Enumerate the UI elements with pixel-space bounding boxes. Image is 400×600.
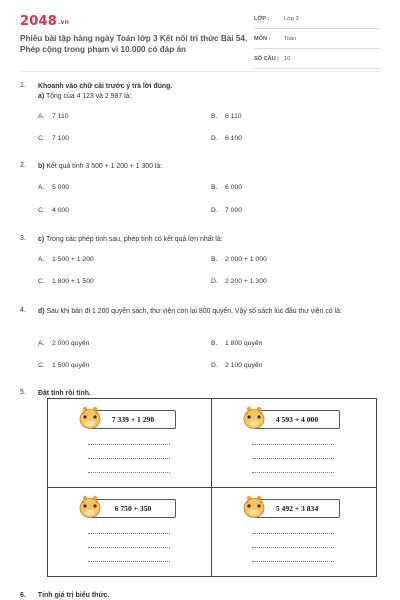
header-divider xyxy=(20,71,380,72)
calculation-grid xyxy=(47,398,377,577)
answer-line[interactable] xyxy=(252,546,334,548)
option-c[interactable] xyxy=(38,362,89,369)
expression-box: 4 593 + 4 000 xyxy=(254,410,340,429)
option-text: 2 200 + 1 300 xyxy=(225,278,267,285)
answer-line[interactable] xyxy=(88,471,170,473)
option-d[interactable] xyxy=(211,278,267,285)
option-text: 7 100 xyxy=(52,135,70,142)
option-a[interactable] xyxy=(38,113,69,120)
expression-box: 7 339 + 1 290 xyxy=(90,410,176,429)
option-b[interactable] xyxy=(211,113,242,120)
meta-info xyxy=(254,14,380,74)
option-a[interactable] xyxy=(38,184,69,191)
option-letter: A. xyxy=(38,184,45,191)
question-number: 3. xyxy=(20,235,26,242)
answer-line[interactable] xyxy=(88,443,170,445)
meta-label: SỐ CÂU : xyxy=(254,56,280,62)
option-letter: A. xyxy=(38,340,45,347)
option-text: 2 100 quyển xyxy=(225,362,263,369)
option-d[interactable] xyxy=(211,135,242,142)
option-letter: D. xyxy=(211,135,218,142)
calc-cell xyxy=(48,399,211,487)
question-text xyxy=(38,235,378,245)
option-letter: C. xyxy=(38,207,45,214)
question-title: Khoanh vào chữ cái trước ý trả lời đúng. xyxy=(38,83,173,90)
answer-line[interactable] xyxy=(88,532,170,534)
option-text: 2 000 quyển xyxy=(52,340,90,347)
option-b[interactable] xyxy=(211,256,267,263)
giraffe-icon xyxy=(240,494,268,520)
question-number: 2. xyxy=(20,162,26,169)
option-d[interactable] xyxy=(211,207,242,214)
option-letter: A. xyxy=(38,113,45,120)
option-letter: B. xyxy=(211,184,218,191)
answer-line[interactable] xyxy=(88,546,170,548)
question-6 xyxy=(20,592,109,599)
answer-line[interactable] xyxy=(252,471,334,473)
meta-label: MÔN : xyxy=(254,36,271,42)
question-number: 4. xyxy=(20,307,26,314)
answer-line[interactable] xyxy=(88,457,170,459)
option-text: 2 000 + 1 000 xyxy=(225,256,267,263)
sub-label: a) xyxy=(38,93,45,100)
option-letter: D. xyxy=(211,278,218,285)
sub-label: d) xyxy=(38,308,45,315)
calc-cell xyxy=(48,488,211,576)
calc-cell xyxy=(212,399,375,487)
meta-value: Lớp 3 xyxy=(284,16,299,22)
option-letter: B. xyxy=(211,340,218,347)
option-letter: B. xyxy=(211,256,218,263)
sub-text: Sau khi bán đi 1 200 quyển sách, thư viện còn lại 800 quyển. Vậy số sách lúc đầu thư viện có là: xyxy=(46,308,342,315)
sub-label: c) xyxy=(38,236,45,243)
meta-value: 10 xyxy=(284,56,291,62)
question-text xyxy=(38,307,378,317)
option-letter: C. xyxy=(38,135,45,142)
option-b[interactable] xyxy=(211,184,242,191)
worksheet-title xyxy=(20,33,255,55)
title-line-1: Phiếu bài tập hàng ngày Toán lớp 3 Kết nối tri thức Bài 54. xyxy=(20,34,248,43)
answer-line[interactable] xyxy=(252,443,334,445)
option-text: 1 800 quyển xyxy=(225,340,263,347)
option-c[interactable] xyxy=(38,278,94,285)
sub-label: b) xyxy=(38,163,45,170)
option-text: 5 000 xyxy=(52,184,70,191)
option-c[interactable] xyxy=(38,207,69,214)
option-letter: C. xyxy=(38,278,45,285)
option-letter: C. xyxy=(38,362,45,369)
option-letter: B. xyxy=(211,113,218,120)
answer-line[interactable] xyxy=(88,560,170,562)
giraffe-icon xyxy=(76,405,104,431)
question-title: Đặt tính rồi tính. xyxy=(38,390,91,397)
meta-value: Toán xyxy=(284,36,297,42)
option-letter: D. xyxy=(211,207,218,214)
site-logo[interactable] xyxy=(20,14,69,29)
option-text: 4 000 xyxy=(52,207,70,214)
meta-row-class xyxy=(254,14,380,29)
title-line-2: Phép cộng trong phạm vi 10.000 có đáp án xyxy=(20,45,187,54)
sub-text: Tổng của 4 123 và 2 987 là: xyxy=(45,93,132,100)
header xyxy=(0,0,400,68)
meta-row-count xyxy=(254,54,380,69)
option-a[interactable] xyxy=(38,256,94,263)
option-text: 7 110 xyxy=(52,113,69,120)
logo-suffix: .vn xyxy=(57,19,70,26)
question-number: 1. xyxy=(20,82,26,89)
meta-label: LỚP : xyxy=(254,16,270,22)
option-letter: A. xyxy=(38,256,45,263)
option-b[interactable] xyxy=(211,340,262,347)
expression-box: 6 750 + 350 xyxy=(90,499,176,518)
question-title: Tính giá trị biểu thức. xyxy=(37,592,110,599)
option-text: 6 000 xyxy=(225,184,243,191)
option-text: 6 100 xyxy=(225,135,243,142)
answer-line[interactable] xyxy=(252,560,334,562)
option-text: 1 500 + 1 200 xyxy=(52,256,94,263)
option-a[interactable] xyxy=(38,340,89,347)
expression-box: 5 492 + 3 834 xyxy=(254,499,340,518)
meta-row-subject xyxy=(254,34,380,49)
logo-text: 2048 xyxy=(20,14,57,29)
question-number: 6. xyxy=(20,592,26,599)
sub-text: Trong các phép tính sau, phép tính có kết quả lớn nhất là: xyxy=(45,236,223,243)
option-text: 1 500 quyển xyxy=(52,362,90,369)
giraffe-icon xyxy=(240,405,268,431)
option-c[interactable] xyxy=(38,135,69,142)
calc-cell xyxy=(212,488,375,576)
question-number: 5. xyxy=(20,389,26,396)
option-letter: D. xyxy=(211,362,218,369)
question-text xyxy=(38,162,378,172)
option-text: 6 110 xyxy=(225,113,242,120)
answer-line[interactable] xyxy=(252,457,334,459)
option-text: 7 000 xyxy=(225,207,243,214)
option-d[interactable] xyxy=(211,362,262,369)
question-text xyxy=(38,82,378,102)
option-text: 1 800 + 1 500 xyxy=(52,278,94,285)
answer-line[interactable] xyxy=(252,532,334,534)
giraffe-icon xyxy=(76,494,104,520)
sub-text: Kết quả tính 3 500 + 1 200 + 1 300 là: xyxy=(46,163,163,170)
